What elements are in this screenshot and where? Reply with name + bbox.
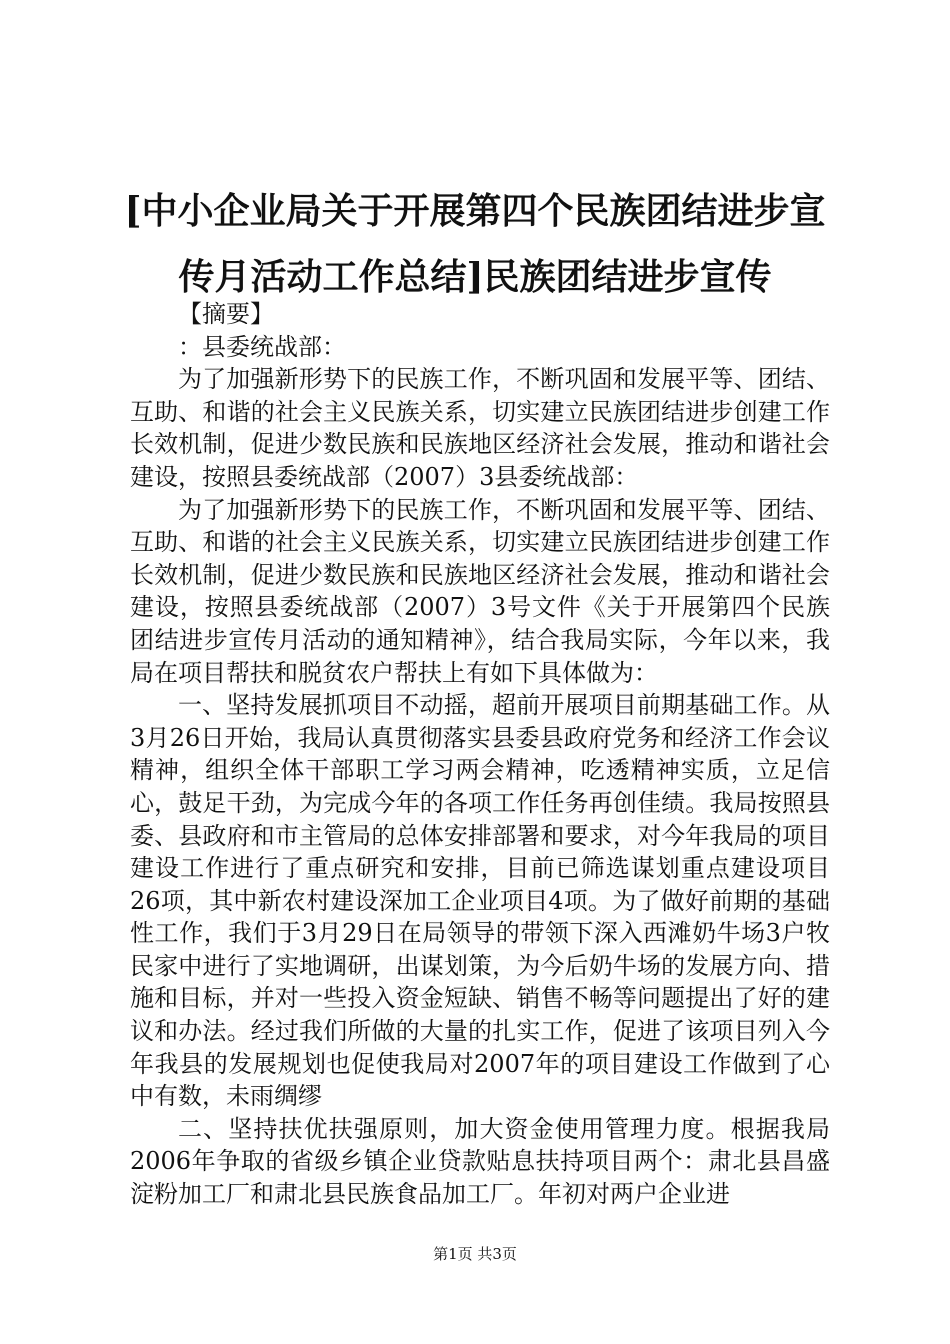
abstract-heading: 【摘要】 <box>178 300 274 328</box>
addressee-line: ：县委统战部： <box>178 332 346 361</box>
paragraph-intro-2: 为了加强新形势下的民族工作，不断巩固和发展平等、团结、互助、和谐的社会主义民族关系，切实建立民族团结进步创建工作长效机制，促进少数民族和民族地区经济社会发展，推动和谐社会建设，按照县委统战部（2007）3号文件《关于开展第四个民族团结进步宣传月活动的通知精神》，结合我局实际，今年以来，我局在项目帮扶和脱贫农户帮扶上有如下具体做为： <box>130 495 830 687</box>
document-body <box>130 298 830 1211</box>
document-title: [中小企业局关于开展第四个民族团结进步宣传月活动工作总结]民族团结进步宣传 <box>124 190 826 298</box>
paragraph-section-2: 二、坚持扶优扶强原则，加大资金使用管理力度。根据我局2006年争取的省级乡镇企业贷款贴息扶持项目两个：肃北县昌盛淀粉加工厂和肃北县民族食品加工厂。年初对两户企业进 <box>130 1114 830 1209</box>
page-number-footer: 第1页 共3页 <box>433 1245 517 1263</box>
paragraph-section-1: 一、坚持发展抓项目不动摇，超前开展项目前期基础工作。从3月26日开始，我局认真贯彻落实县委县政府党务和经济工作会议精神，组织全体干部职工学习两会精神，吃透精神实质，立足信心，鼓足干劲，为完成今年的各项工作任务再创佳绩。我局按照县委、县政府和市主管局的总体安排部署和要求，对今年我局的项目建设工作进行了重点研究和安排，目前已筛选谋划重点建设项目26项，其中新农村建设深加工企业项目4项。为了做好前期的基础性工作，我们于3月29日在局领导的带领下深入西滩奶牛场3户牧民家中进行了实地调研，出谋划策，为今后奶牛场的发展方向、措施和目标，并对一些投入资金短缺、销售不畅等问题提出了好的建议和办法。经过我们所做的大量的扎实工作，促进了该项目列入今年我县的发展规划也促使我局对2007年的项目建设工作做到了心中有数，未雨绸缪 <box>130 691 830 1111</box>
paragraph-intro-1: 为了加强新形势下的民族工作，不断巩固和发展平等、团结、互助、和谐的社会主义民族关系，切实建立民族团结进步创建工作长效机制，促进少数民族和民族地区经济社会发展，推动和谐社会建设，按照县委统战部（2007）3县委统战部： <box>130 365 830 491</box>
